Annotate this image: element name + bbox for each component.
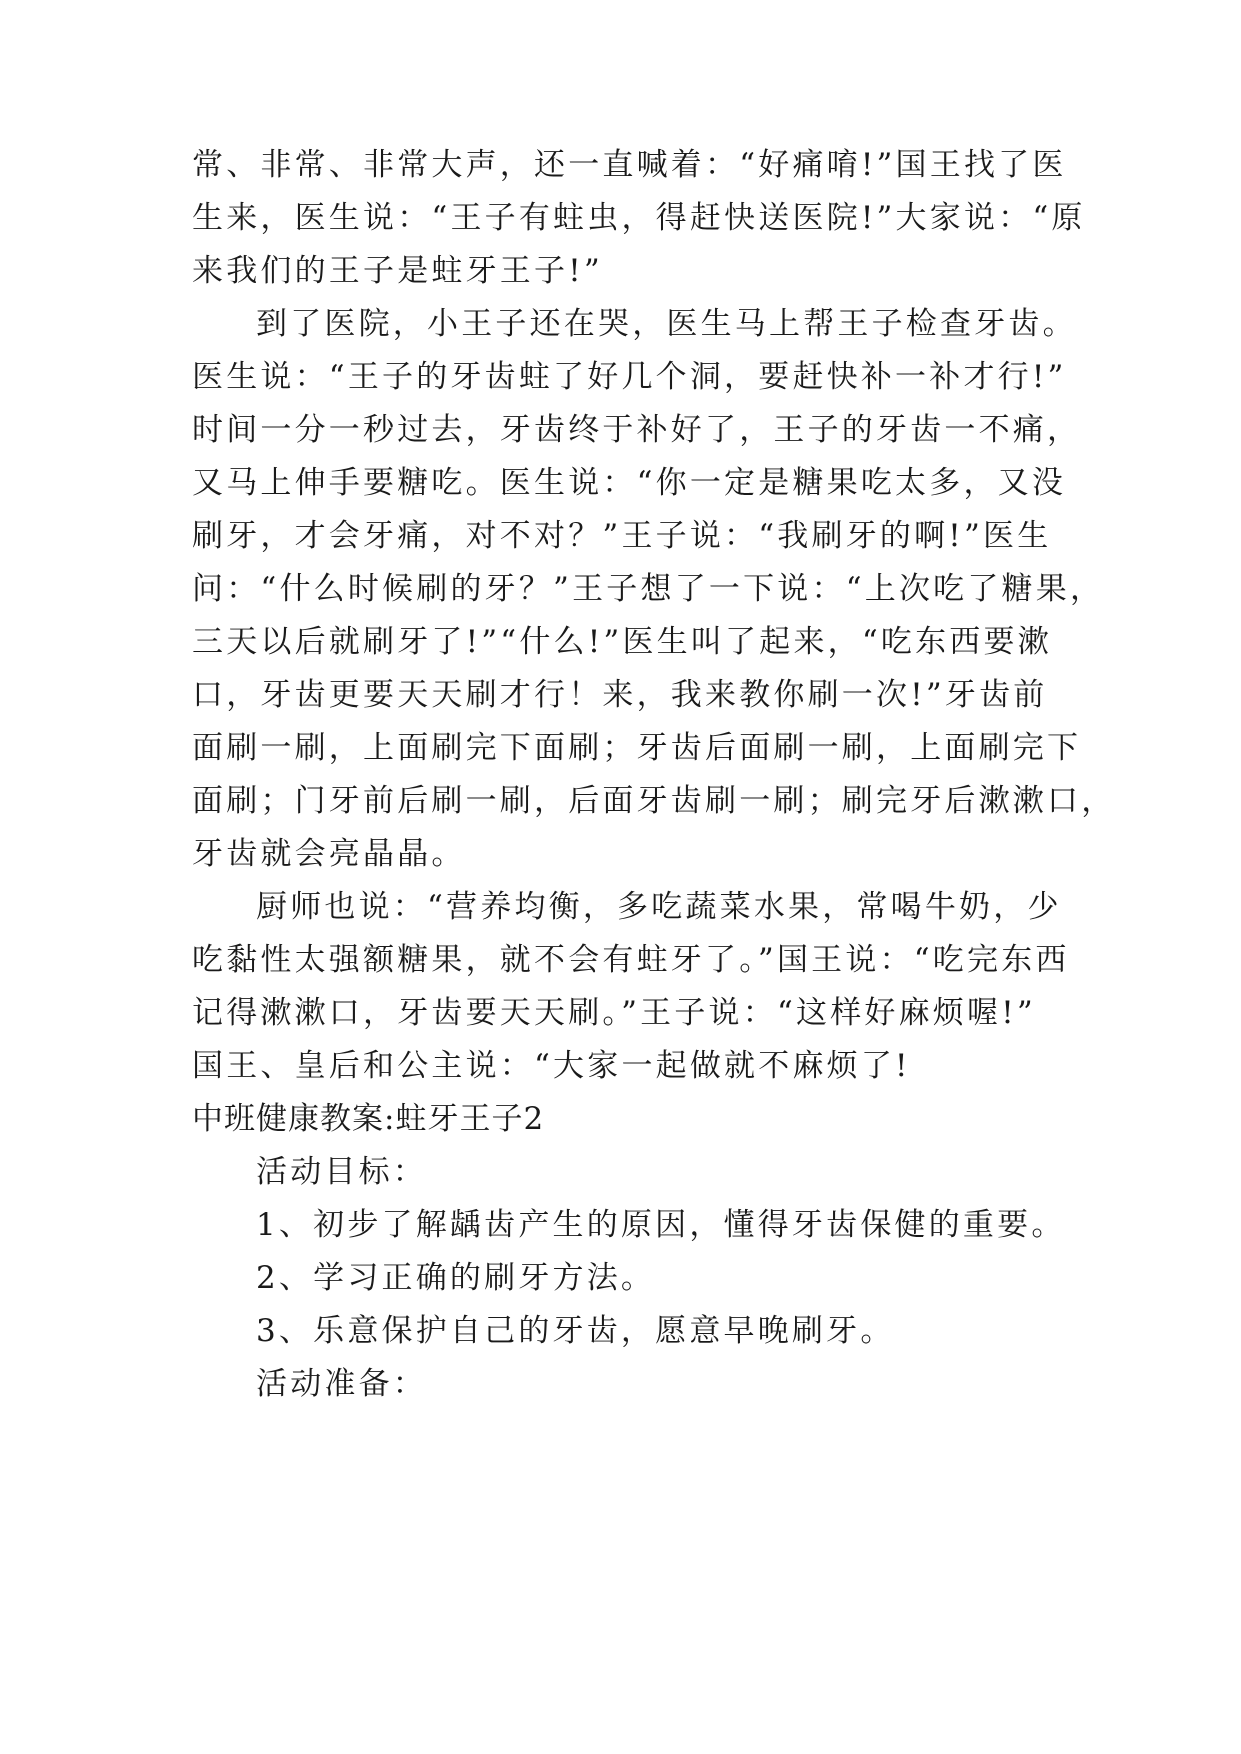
body-text-line: 面刷；门牙前后刷一刷，后面牙齿刷一刷；刷完牙后漱漱口， xyxy=(192,783,1116,819)
body-text-line: 常、非常、非常大声，还一直喊着：“好痛唷!”国王找了医 xyxy=(192,147,1067,183)
paragraph-start-line: 到了医院，小王子还在哭，医生马上帮王子检查牙齿。 xyxy=(256,306,1077,342)
body-text-line: 国王、皇后和公主说：“大家一起做就不麻烦了! xyxy=(192,1048,911,1084)
body-text-line: 记得漱漱口，牙齿要天天刷。”王子说：“这样好麻烦喔!” xyxy=(192,995,1036,1031)
body-text-line: 又马上伸手要糖吃。医生说：“你一定是糖果吃太多，又没 xyxy=(192,465,1067,501)
subheading-activity-goals: 活动目标： xyxy=(256,1154,427,1190)
body-text-line: 来我们的王子是蛀牙王子!” xyxy=(192,253,603,289)
body-text-line: 面刷一刷，上面刷完下面刷；牙齿后面刷一刷，上面刷完下 xyxy=(192,730,1082,766)
paragraph-start-line: 厨师也说：“营养均衡，多吃蔬菜水果，常喝牛奶，少 xyxy=(256,889,1062,925)
body-text-line: 时间一分一秒过去，牙齿终于补好了，王子的牙齿一不痛， xyxy=(192,412,1082,448)
body-text-line: 刷牙，才会牙痛，对不对？”王子说：“我刷牙的啊!”医生 xyxy=(192,518,1052,554)
body-text-line: 三天以后就刷牙了!”“什么!”医生叫了起来，“吃东西要漱 xyxy=(192,624,1052,660)
body-text-line: 医生说：“王子的牙齿蛀了好几个洞，要赶快补一补才行!” xyxy=(192,359,1067,395)
body-text-line: 生来，医生说：“王子有蛀虫，得赶快送医院!”大家说：“原 xyxy=(192,200,1086,236)
goal-item: 1、初步了解龋齿产生的原因，懂得牙齿保健的重要。 xyxy=(256,1207,1066,1243)
goal-item: 3、乐意保护自己的牙齿，愿意早晚刷牙。 xyxy=(256,1313,895,1349)
body-text-line: 问：“什么时候刷的牙？”王子想了一下说：“上次吃了糖果， xyxy=(192,571,1105,607)
body-text-line: 口，牙齿更要天天刷才行！来，我来教你刷一次!”牙齿前 xyxy=(192,677,1048,713)
body-text-line: 牙齿就会亮晶晶。 xyxy=(192,836,466,872)
subheading-activity-preparation: 活动准备： xyxy=(256,1366,427,1402)
section-heading: 中班健康教案:蛀牙王子2 xyxy=(192,1101,545,1137)
body-text-line: 吃黏性太强额糖果，就不会有蛀牙了。”国王说：“吃完东西 xyxy=(192,942,1070,978)
goal-item: 2、学习正确的刷牙方法。 xyxy=(256,1260,656,1296)
